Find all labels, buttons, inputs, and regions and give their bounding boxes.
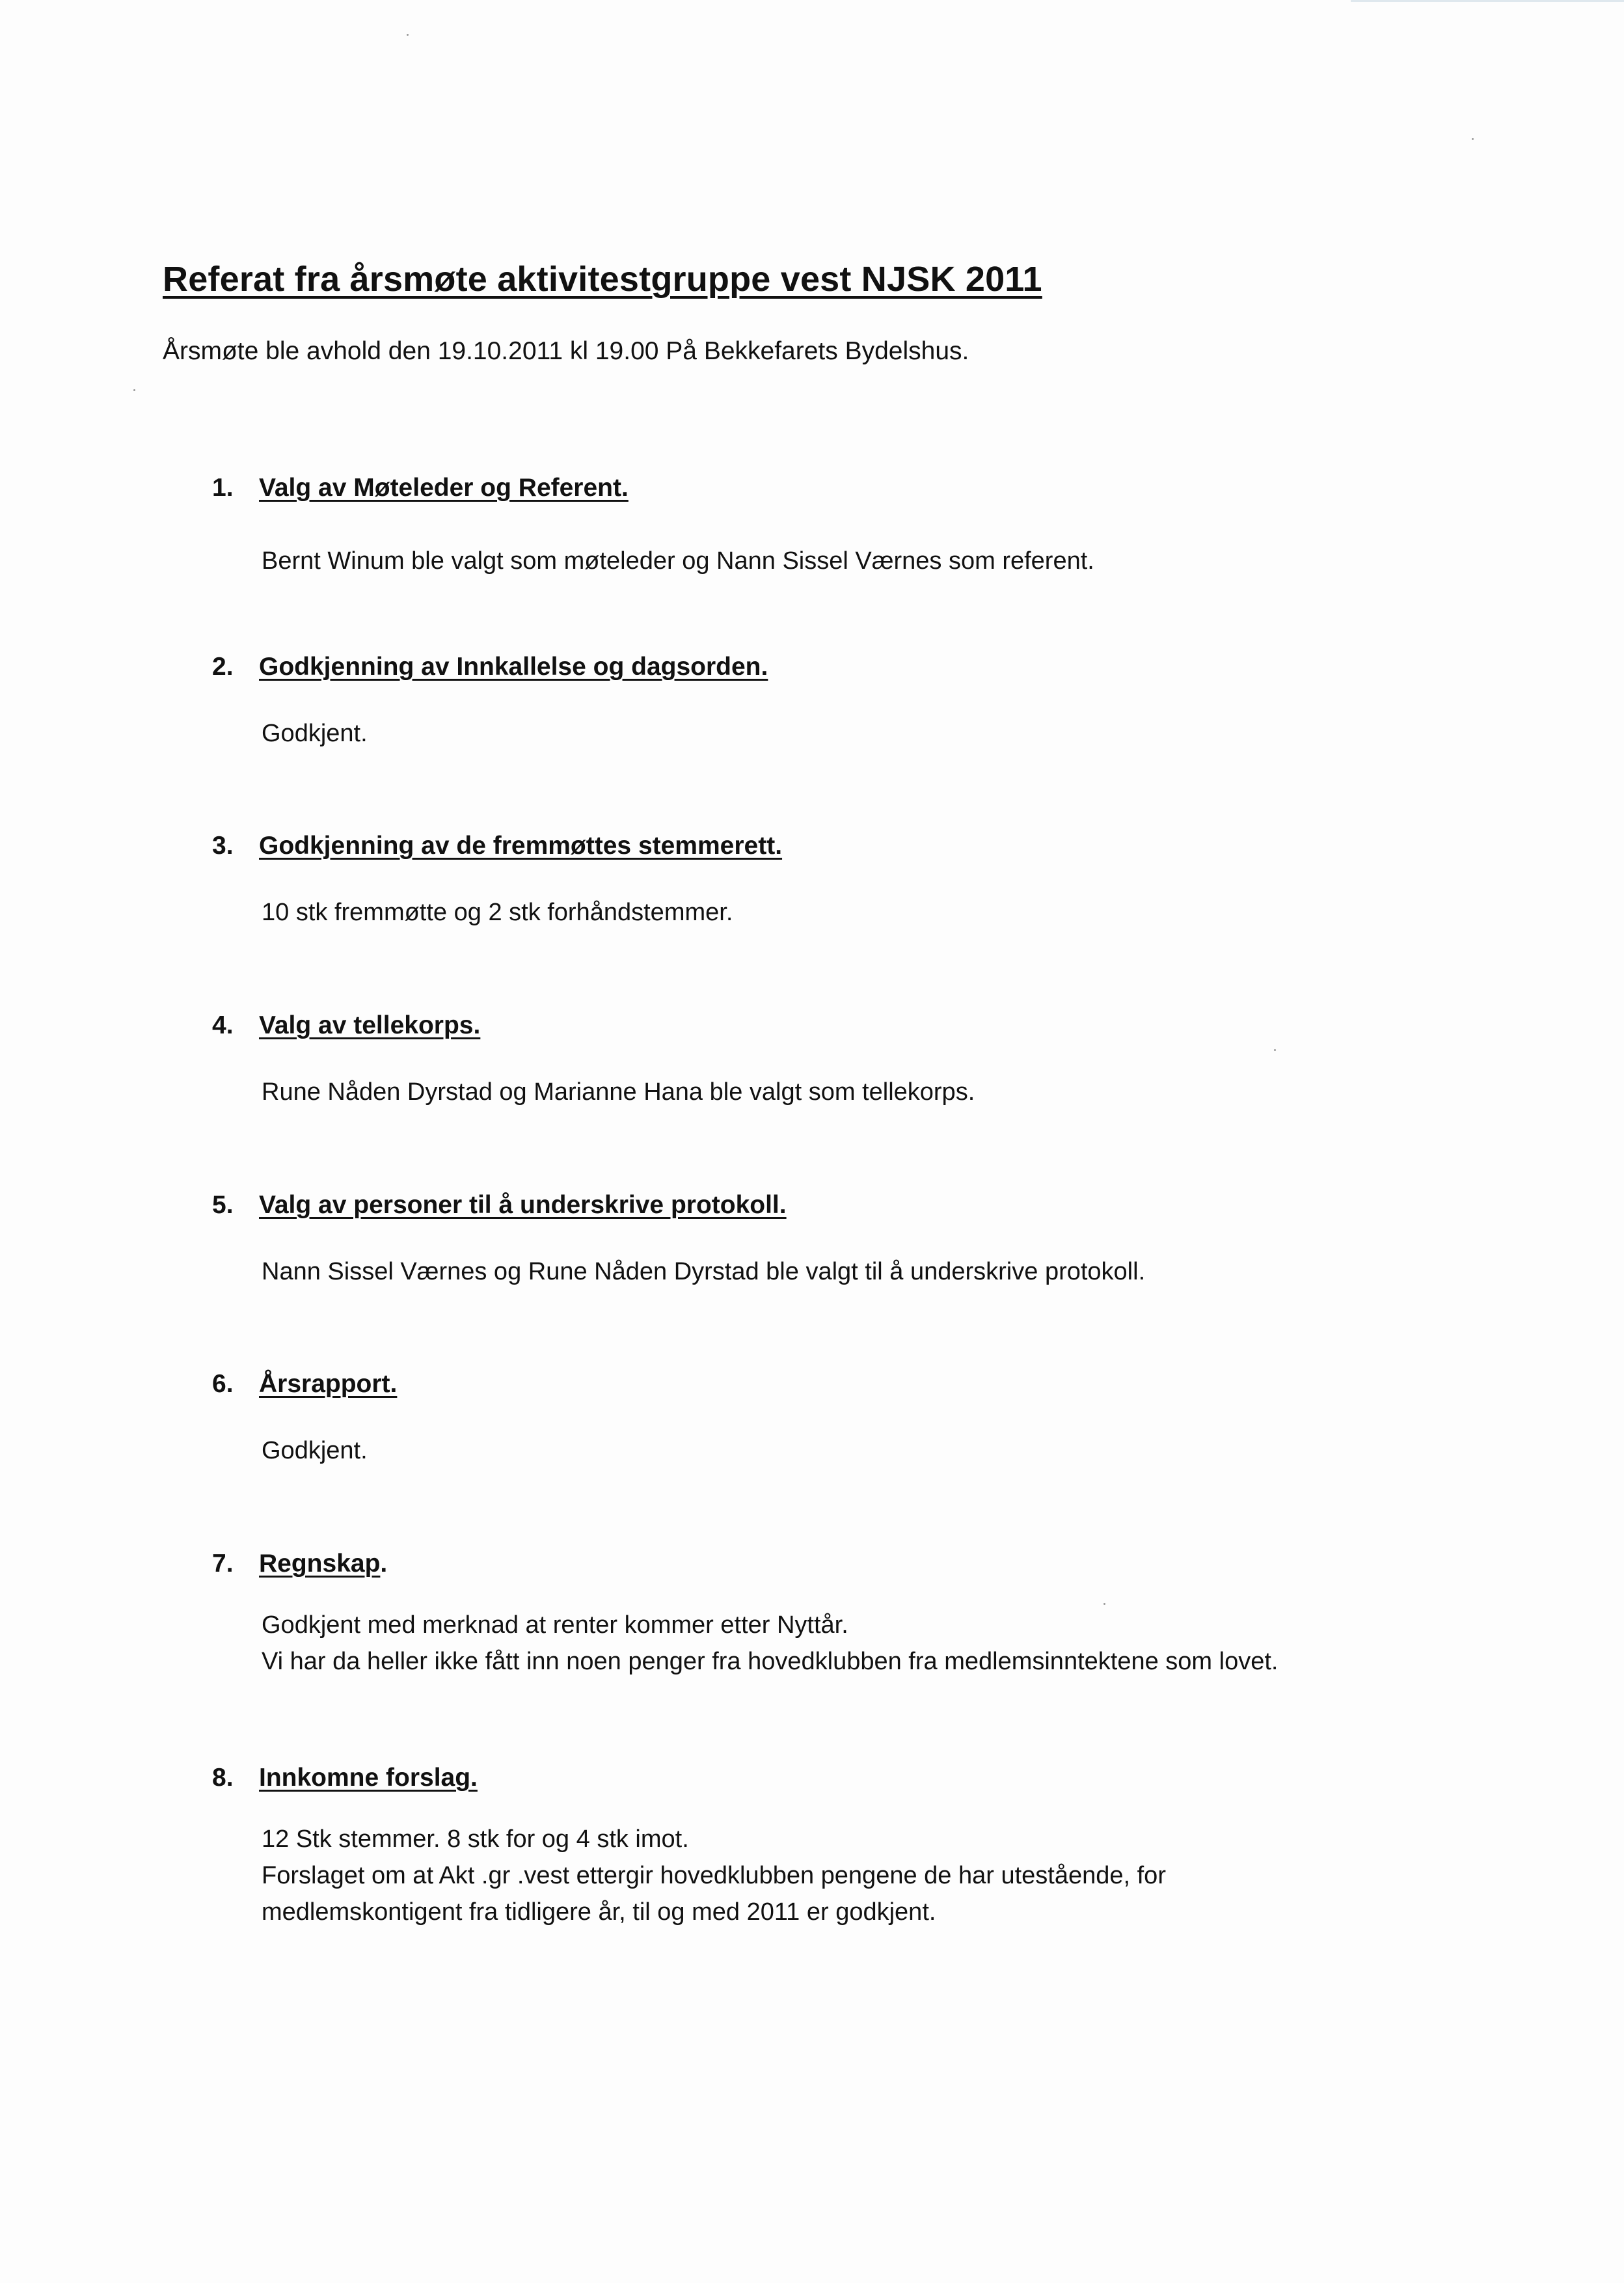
agenda-item-7: [212, 1550, 1513, 1680]
agenda-item-text: Nann Sissel Værnes og Rune Nåden Dyrstad ble valgt til å underskrive protokoll.: [262, 1258, 1146, 1285]
agenda-item-1: [212, 474, 1513, 579]
agenda-item-text: Godkjent.: [262, 720, 368, 747]
scan-speck: [133, 389, 135, 391]
agenda-item-8: [212, 1764, 1513, 1930]
agenda-item-text: Bernt Winum ble valgt som møteleder og Nann Sissel Værnes som referent.: [262, 547, 1094, 575]
agenda-item-body: [212, 1821, 1513, 1930]
agenda-item-number: 5.: [212, 1191, 234, 1219]
meeting-intro: Årsmøte ble avhold den 19.10.2011 kl 19.00 På Bekkefarets Bydelshus.: [163, 337, 969, 365]
scan-edge-line: [1351, 0, 1624, 2]
agenda-item-text: Vi har da heller ikke fått inn noen penger fra hovedklubben fra medlemsinntektene som lovet.: [262, 1648, 1279, 1675]
agenda-item-text: 10 stk fremmøtte og 2 stk forhåndstemmer.: [262, 899, 733, 926]
document-title: Referat fra årsmøte aktivitestgruppe vest NJSK 2011: [163, 260, 1042, 299]
scan-speck: [1472, 138, 1474, 140]
agenda-item-text: Godkjent.: [262, 1437, 368, 1464]
agenda-item-head: [212, 1011, 1513, 1040]
agenda-item-2: [212, 653, 1513, 752]
agenda-item-body: [212, 1607, 1513, 1680]
agenda-item-number: 4.: [212, 1011, 234, 1039]
agenda-item-body: [212, 894, 1513, 931]
agenda-item-number: 7.: [212, 1550, 234, 1578]
agenda-item-number: 8.: [212, 1764, 234, 1792]
agenda-item-body: [212, 543, 1513, 579]
agenda-item-text: medlemskontigent fra tidligere år, til og med 2011 er godkjent.: [262, 1898, 936, 1926]
agenda-item-text: Rune Nåden Dyrstad og Marianne Hana ble valgt som tellekorps.: [262, 1078, 975, 1106]
agenda-item-4: [212, 1011, 1513, 1110]
agenda-item-body: [212, 1074, 1513, 1110]
agenda-item-text: Godkjent med merknad at renter kommer etter Nyttår.: [262, 1611, 848, 1639]
agenda-item-5: [212, 1191, 1513, 1290]
agenda-item-body: [212, 1253, 1513, 1290]
scan-speck: [407, 34, 409, 36]
agenda-item-heading: Innkomne forslag.: [259, 1764, 478, 1792]
agenda-item-heading: Regnskap: [259, 1550, 381, 1578]
agenda-item-text: Forslaget om at Akt .gr .vest ettergir hovedklubben pengene de har utestående, for: [262, 1862, 1166, 1889]
agenda-item-number: 6.: [212, 1370, 234, 1398]
agenda-item-number: 2.: [212, 653, 234, 681]
agenda-item-heading: Valg av personer til å underskrive protokoll.: [259, 1191, 787, 1219]
agenda-item-text: 12 Stk stemmer. 8 stk for og 4 stk imot.: [262, 1825, 689, 1853]
agenda-item-6: [212, 1370, 1513, 1469]
agenda-item-head: [212, 474, 1513, 502]
agenda-item-head: [212, 832, 1513, 860]
agenda-item-body: [212, 715, 1513, 752]
agenda-item-body: [212, 1432, 1513, 1469]
agenda-item-3: [212, 832, 1513, 931]
agenda-item-head: [212, 1370, 1513, 1399]
agenda-item-head: [212, 1550, 1513, 1578]
agenda-item-heading: Godkjenning av Innkallelse og dagsorden.: [259, 653, 768, 681]
agenda-item-head: [212, 653, 1513, 681]
agenda-item-head: [212, 1764, 1513, 1792]
agenda-item-head: [212, 1191, 1513, 1220]
agenda-item-number: 1.: [212, 474, 234, 502]
agenda-item-heading-tail: .: [380, 1550, 388, 1578]
agenda-item-heading: Valg av tellekorps.: [259, 1011, 481, 1039]
agenda-item-heading: Valg av Møteleder og Referent.: [259, 474, 629, 502]
agenda-item-number: 3.: [212, 832, 234, 860]
agenda-item-heading: Godkjenning av de fremmøttes stemmerett.: [259, 832, 783, 860]
agenda-item-heading: Årsrapport.: [259, 1370, 398, 1398]
